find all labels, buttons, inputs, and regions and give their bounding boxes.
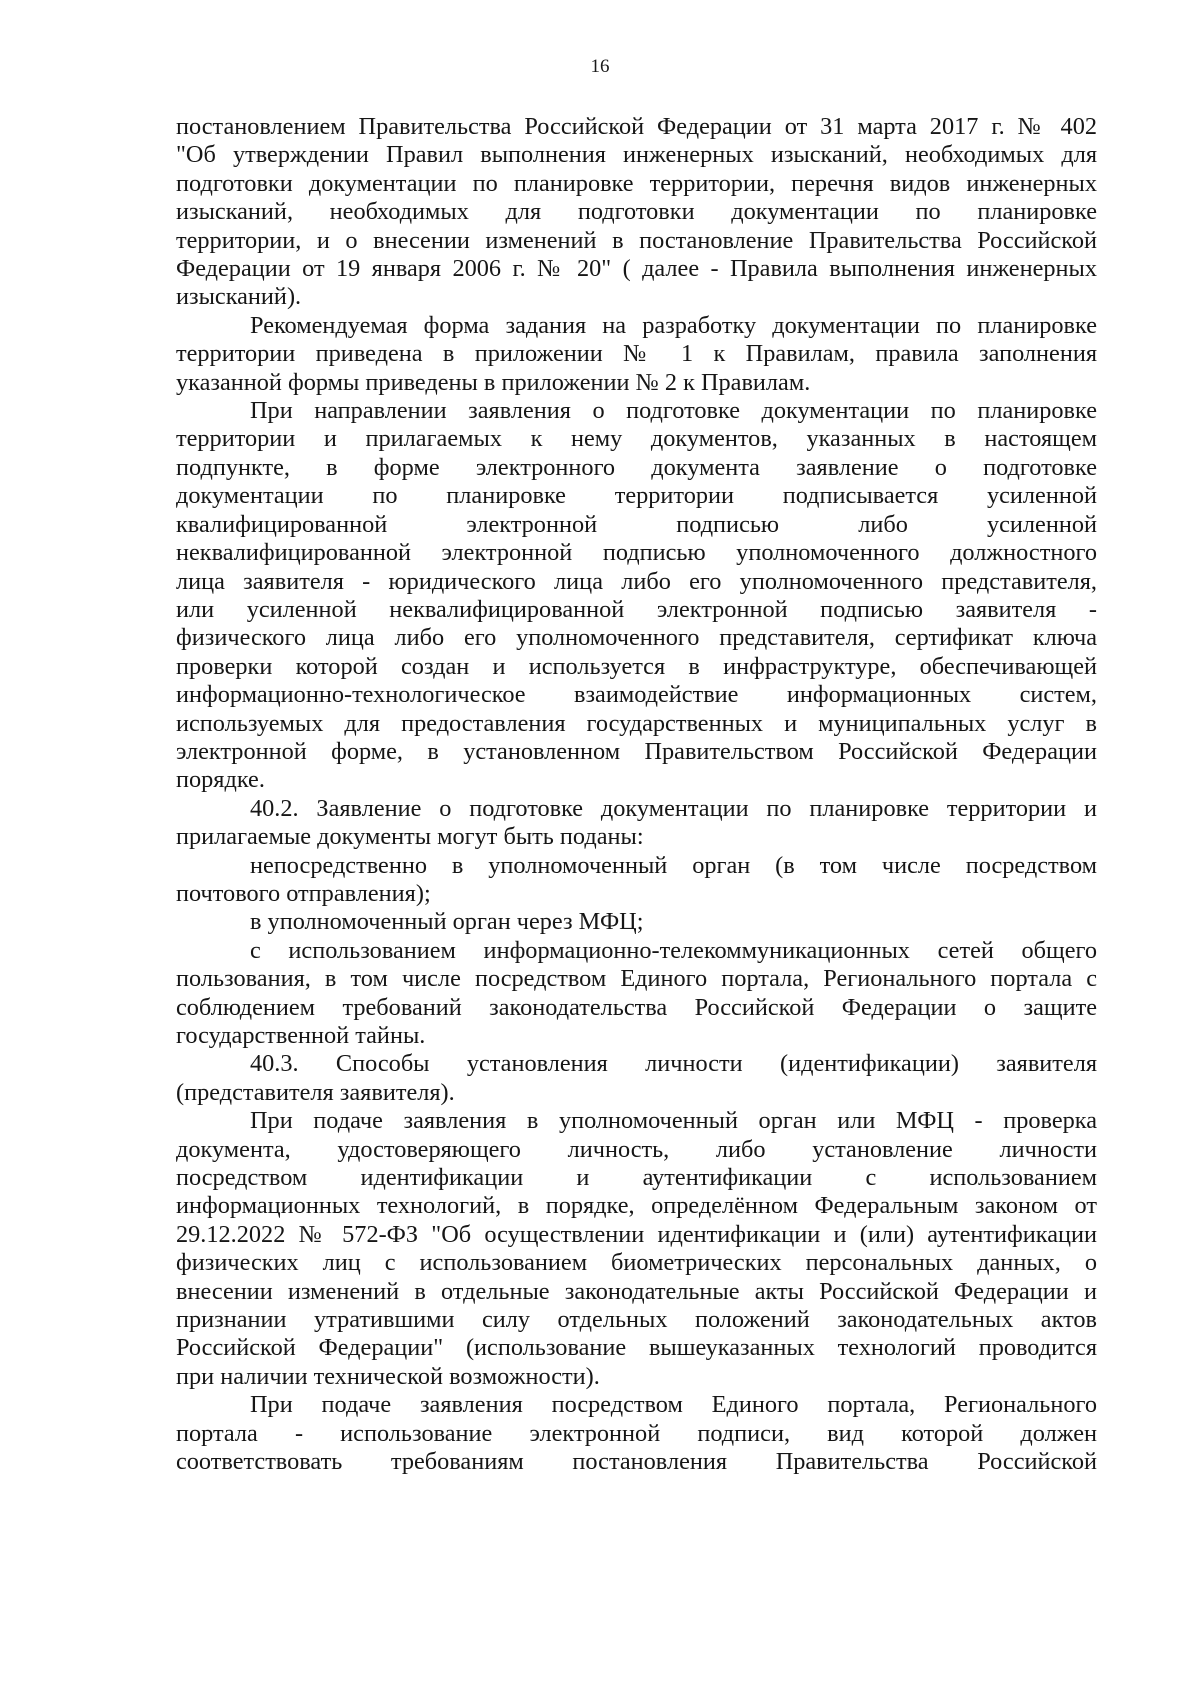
text-line: лица заявителя - юридического лица либо его уполномоченного представителя,	[176, 567, 1097, 595]
text-line: Федерации от 19 января 2006 г. № 20" ( далее - Правила выполнения инженерных	[176, 255, 1097, 283]
text-line: прилагаемые документы могут быть поданы:	[176, 823, 644, 851]
paragraph	[176, 113, 1097, 312]
text-line: документации по планировке территории подписывается усиленной	[176, 482, 1097, 510]
paragraph	[176, 937, 1097, 1051]
text-line: 40.3. Способы установления личности (идентификации) заявителя	[250, 1050, 1097, 1078]
text-line: используемых для предоставления государственных и муниципальных услуг в	[176, 709, 1097, 737]
paragraph	[176, 795, 1097, 852]
text-line: информационно-технологическое взаимодействие информационных систем,	[176, 681, 1097, 709]
text-line: физического лица либо его уполномоченного представителя, сертификат ключа	[176, 624, 1097, 652]
text-line: При подаче заявления в уполномоченный орган или МФЦ - проверка	[250, 1107, 1097, 1135]
text-line: "Об утверждении Правил выполнения инженерных изысканий, необходимых для	[176, 141, 1097, 169]
paragraph	[176, 397, 1097, 795]
paragraph	[176, 1107, 1097, 1391]
text-line: проверки которой создан и используется в инфраструктуре, обеспечивающей	[176, 652, 1097, 680]
text-line: изысканий, необходимых для подготовки документации по планировке	[176, 198, 1097, 226]
text-line: порядке.	[176, 766, 265, 794]
text-line: соблюдением требований законодательства Российской Федерации о защите	[176, 993, 1097, 1021]
text-line: документа, удостоверяющего личность, либо установление личности	[176, 1135, 1097, 1163]
paragraph	[176, 1391, 1097, 1476]
paragraph	[176, 852, 1097, 909]
text-line: физических лиц с использованием биометрических персональных данных, о	[176, 1249, 1097, 1277]
text-line: электронной форме, в установленном Правительством Российской Федерации	[176, 737, 1097, 765]
text-line: государственной тайны.	[176, 1022, 426, 1049]
text-line: почтового отправления);	[176, 879, 431, 907]
text-line: внесении изменений в отдельные законодательные акты Российской Федерации и	[176, 1277, 1097, 1305]
text-line: признании утратившими силу отдельных положений законодательных актов	[176, 1306, 1097, 1334]
text-line: посредством идентификации и аутентификации с использованием	[176, 1164, 1097, 1192]
text-line: территории и прилагаемых к нему документов, указанных в настоящем	[176, 425, 1097, 453]
text-line: непосредственно в уполномоченный орган (в том числе посредством	[250, 851, 1097, 879]
text-line: или усиленной неквалифицированной электронной подписью заявителя -	[176, 595, 1097, 623]
text-line: Рекомендуемая форма задания на разработку документации по планировке	[250, 311, 1097, 339]
page-number: 16	[590, 56, 610, 77]
text-line: соответствовать требованиям постановления Правительства Российской	[176, 1448, 1097, 1476]
text-line: (представителя заявителя).	[176, 1078, 455, 1106]
text-line: с использованием информационно-телекоммуникационных сетей общего	[250, 936, 1097, 964]
text-line: указанной формы приведены в приложении № 2 к Правилам.	[176, 368, 811, 396]
paragraph	[176, 908, 1097, 936]
paragraph	[176, 1050, 1097, 1107]
text-line: территории, и о внесении изменений в постановление Правительства Российской	[176, 226, 1097, 254]
text-line: подготовки документации по планировке территории, перечня видов инженерных	[176, 169, 1097, 197]
paragraph	[176, 312, 1097, 397]
text-line: при наличии технической возможности).	[176, 1362, 600, 1390]
text-line: территории приведена в приложении № 1 к Правилам, правила заполнения	[176, 340, 1097, 368]
text-line: Российской Федерации" (использование вышеуказанных технологий проводится	[176, 1334, 1097, 1362]
text-line: в уполномоченный орган через МФЦ;	[250, 908, 644, 936]
text-line: информационных технологий, в порядке, определённом Федеральным законом от	[176, 1192, 1097, 1220]
text-line: пользования, в том числе посредством Единого портала, Регионального портала с	[176, 965, 1097, 993]
text-line: При направлении заявления о подготовке документации по планировке	[250, 397, 1097, 425]
text-line: подпункте, в форме электронного документа заявление о подготовке	[176, 453, 1097, 481]
text-line: неквалифицированной электронной подписью уполномоченного должностного	[176, 539, 1097, 567]
text-line: 29.12.2022 № 572-ФЗ "Об осуществлении идентификации и (или) аутентификации	[176, 1220, 1097, 1248]
text-line: портала - использование электронной подписи, вид которой должен	[176, 1419, 1097, 1447]
text-line: постановлением Правительства Российской Федерации от 31 марта 2017 г. № 402	[176, 113, 1097, 140]
text-line: квалифицированной электронной подписью либо усиленной	[176, 510, 1097, 538]
document-body	[176, 113, 1097, 1477]
text-line: При подаче заявления посредством Единого портала, Регионального	[250, 1391, 1097, 1419]
text-line: 40.2. Заявление о подготовке документации по планировке территории и	[250, 794, 1097, 822]
text-line: изысканий).	[176, 283, 302, 311]
